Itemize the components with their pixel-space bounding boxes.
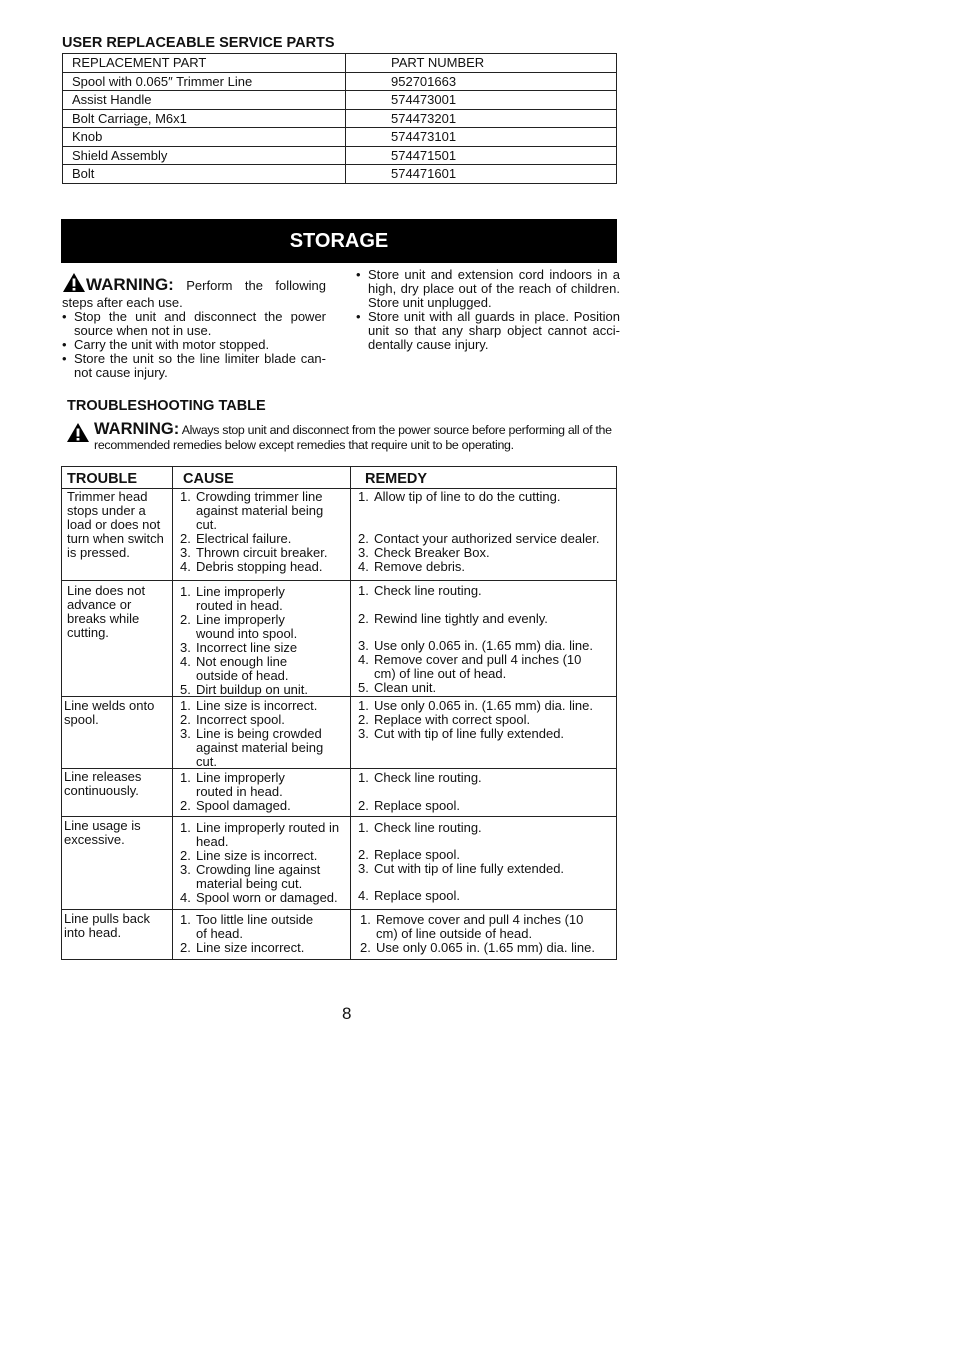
remedy-list: [358, 490, 614, 574]
list-item: 3. Thrown circuit breaker.: [180, 545, 328, 560]
list-item: 3. Incorrect line size: [180, 640, 298, 655]
list-item: 4. Remove debris.: [358, 559, 466, 574]
storage-bullet: • Store unit with all guards in place. Position unit so that any sharp object cannot acci-dentally cause injury.: [356, 310, 620, 352]
parts-header-part: REPLACEMENT PART: [63, 54, 346, 73]
troubleshooting-heading: TROUBLESHOOTING TABLE: [67, 398, 266, 414]
parts-heading: USER REPLACEABLE SERVICE PARTS: [62, 35, 335, 51]
part-number: 574473001: [346, 91, 617, 110]
storage-banner: [61, 219, 617, 263]
list-item: 5. Dirt buildup on unit.: [180, 682, 309, 697]
warning-triangle-icon: [62, 272, 86, 296]
troubleshooting-table: [61, 466, 617, 960]
part-number: 952701663: [346, 72, 617, 91]
remedy-list: [358, 771, 614, 813]
row-divider: [62, 909, 616, 910]
row-divider: [62, 816, 616, 817]
list-item: 1. Line size is incorrect.: [180, 698, 318, 713]
cause-list: [180, 490, 342, 574]
column-divider: [350, 467, 351, 959]
list-item: 4. Spool worn or damaged.: [180, 890, 338, 905]
storage-right-column: [356, 268, 620, 352]
list-item: 1. Line improperly routed in head.: [180, 820, 340, 849]
list-item: 3. Cut with tip of line fully extended.: [358, 861, 565, 876]
page-number: 8: [342, 1004, 352, 1023]
trouble-cell: Line releases continuously.: [64, 769, 142, 798]
list-item: 1. Allow tip of line to do the cutting.: [358, 489, 561, 504]
list-item: 5. Clean unit.: [358, 680, 437, 695]
list-item: 2. Line size is incorrect.: [180, 848, 318, 863]
list-item: 3. Line is being crowded against material being cut.: [180, 726, 324, 769]
list-item: 4. Replace spool.: [358, 888, 460, 903]
remedy-list: [360, 913, 600, 955]
storage-bullet: • Store the unit so the line limiter blade can-not cause injury.: [62, 352, 326, 380]
table-row: [63, 128, 617, 147]
list-item: 1. Crowding trimmer line against material being cut.: [180, 489, 324, 532]
row-divider: [62, 696, 616, 697]
storage-title: STORAGE: [289, 229, 389, 252]
list-item: 1. Line improperly routed in head.: [180, 584, 285, 613]
list-item: 1. Line improperly routed in head.: [180, 770, 285, 799]
remedy-list: [358, 821, 614, 903]
part-name: Knob: [63, 128, 346, 147]
remedy-list: [358, 584, 598, 695]
list-item: 3. Check Breaker Box.: [358, 545, 490, 560]
list-item: 2. Rewind line tightly and evenly.: [358, 611, 548, 626]
list-item: 1. Check line routing.: [358, 770, 482, 785]
list-item: 2. Replace with correct spool.: [358, 712, 531, 727]
list-item: 2. Spool damaged.: [180, 798, 291, 813]
list-item: 2. Contact your authorized service dealer.: [358, 531, 600, 546]
trouble-cell: Line pulls back into head.: [64, 911, 150, 940]
column-divider: [172, 467, 173, 959]
list-item: 2. Use only 0.065 in. (1.65 mm) dia. line.: [360, 940, 595, 955]
list-item: 3. Use only 0.065 in. (1.65 mm) dia. line.: [358, 638, 593, 653]
table-row: [63, 72, 617, 91]
cause-list: [180, 821, 346, 905]
trouble-cell: Line welds onto spool.: [64, 698, 155, 727]
list-item: 1. Use only 0.065 in. (1.65 mm) dia. line.: [358, 698, 593, 713]
trouble-cell: Trimmer head stops under a load or does not turn when switch is pressed.: [67, 489, 164, 560]
table-row: [63, 91, 617, 110]
list-item: 1. Check line routing.: [358, 583, 482, 598]
storage-warning-lead: Perform the following: [186, 278, 326, 293]
storage-warning-line: [62, 272, 326, 296]
troubleshooting-warning: [94, 422, 614, 453]
list-item: 2. Replace spool.: [358, 798, 460, 813]
table-row: [63, 109, 617, 128]
warning-triangle-icon: [66, 422, 90, 446]
part-name: Shield Assembly: [63, 146, 346, 165]
list-item: 2. Line size incorrect.: [180, 940, 305, 955]
part-number: 574473101: [346, 128, 617, 147]
storage-bullet: • Carry the unit with motor stopped.: [62, 338, 326, 352]
part-name: Bolt Carriage, M6x1: [63, 109, 346, 128]
remedy-list: [358, 699, 614, 741]
header-cause: CAUSE: [183, 471, 234, 487]
list-item: 1. Check line routing.: [358, 820, 482, 835]
list-item: 1. Too little line outside of head.: [180, 912, 314, 941]
trouble-cell: Line does not advance or breaks while cutting.: [67, 583, 146, 640]
storage-warning-cont: steps after each use.: [62, 295, 183, 310]
part-name: Bolt: [63, 165, 346, 184]
part-name: Spool with 0.065″ Trimmer Line: [63, 72, 346, 91]
row-divider: [62, 580, 616, 581]
list-item: 4. Not enough line outside of head.: [180, 654, 289, 683]
table-row: [63, 165, 617, 184]
storage-warning-label: WARNING:: [86, 275, 174, 294]
storage-warning: [62, 272, 326, 380]
list-item: 3. Crowding line against material being cut.: [180, 862, 321, 891]
part-number: 574471501: [346, 146, 617, 165]
troubleshooting-warning-label: WARNING:: [94, 420, 180, 438]
part-number: 574473201: [346, 109, 617, 128]
parts-table: [62, 53, 617, 184]
list-item: 1. Remove cover and pull 4 inches (10 cm) of line outside of head.: [360, 912, 584, 941]
cause-list: [180, 913, 320, 955]
list-item: 4. Debris stopping head.: [180, 559, 323, 574]
parts-header-number: PART NUMBER: [346, 54, 617, 73]
part-number: 574471601: [346, 165, 617, 184]
cause-list: [180, 771, 300, 813]
table-row: [63, 146, 617, 165]
trouble-cell: Line usage is excessive.: [64, 818, 141, 847]
list-item: 4. Remove cover and pull 4 inches (10 cm) of line out of head.: [358, 652, 582, 681]
parts-header-row: [63, 54, 617, 73]
list-item: 2. Replace spool.: [358, 847, 460, 862]
troubleshooting-warning-text: Always stop unit and disconnect from the power source before performing all of the recommended remedies below except remedies that require unit to be operating.: [94, 423, 612, 452]
cause-list: [180, 699, 342, 769]
list-item: 3. Cut with tip of line fully extended.: [358, 726, 565, 741]
list-item: 2. Incorrect spool.: [180, 712, 285, 727]
list-item: 2. Electrical failure.: [180, 531, 292, 546]
list-item: 2. Line improperly wound into spool.: [180, 612, 298, 641]
storage-bullet: • Stop the unit and disconnect the power source when not in use.: [62, 310, 326, 338]
header-remedy: REMEDY: [365, 471, 428, 487]
part-name: Assist Handle: [63, 91, 346, 110]
storage-bullet: • Store unit and extension cord indoors in a high, dry place out of the reach of children. Store unit unplugged.: [356, 268, 620, 310]
cause-list: [180, 585, 310, 697]
header-trouble: TROUBLE: [67, 471, 138, 487]
